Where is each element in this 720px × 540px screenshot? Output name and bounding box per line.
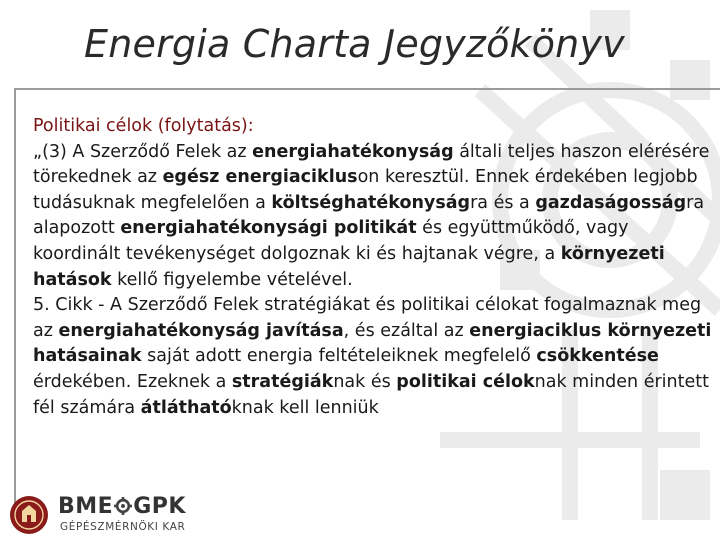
logo-wordmark (58, 494, 186, 519)
paragraph-text: saját adott energia feltételeiknek megfelelő (141, 346, 537, 367)
paragraph-1 (33, 140, 715, 294)
emphasized-term: gazdaságosság (535, 192, 687, 213)
paragraph-text: knak kell lenniük (231, 397, 379, 418)
paragraph-text: nak és (333, 371, 397, 392)
paragraph-text: ra és a (470, 192, 536, 213)
subheading: Politikai célok (folytatás): (33, 116, 254, 136)
paragraph-text: általi teljes haszon elérésére törekednek az (33, 141, 710, 188)
emphasized-term: energiahatékonyság (252, 141, 454, 162)
university-seal-icon (8, 494, 50, 536)
left-divider (14, 88, 16, 510)
paragraph-text: és együttműködő, vagy koordinált tevékenységet dolgoznak ki és hajtanak végre, a (33, 218, 629, 264)
emphasized-term: egész energiaciklus (162, 167, 358, 188)
paragraph-text: ra alapozott (33, 192, 705, 239)
paragraph-text: nak minden érintett fél számára (33, 371, 709, 418)
paragraph-text: kellő figyelembe vételével. (111, 269, 353, 290)
emphasized-term: energiaciklus környezeti hatásainak (33, 320, 712, 367)
gear-icon (114, 497, 132, 515)
slide-body (33, 114, 715, 421)
slide-title: Energia Charta Jegyzőkönyv (84, 22, 625, 66)
paragraph-text: on keresztül. Ennek érdekében legjobb tudásuknak megfelelően a (33, 167, 698, 213)
emphasized-term: költséghatékonyság (271, 192, 471, 213)
emphasized-term: politikai célok (396, 371, 535, 392)
emphasized-term: energiahatékonyság javítása (58, 320, 344, 341)
paragraph-text: , és ezáltal az (343, 320, 470, 341)
emphasized-term: környezeti hatások (33, 243, 665, 290)
logo-brand-right: GPK (133, 494, 186, 519)
logo-subtitle: GÉPÉSZMÉRNÖKI KAR (60, 521, 186, 533)
emphasized-term: energiahatékonysági politikát (120, 218, 417, 239)
paragraph-text: érdekében. Ezeknek a (33, 371, 232, 392)
emphasized-term: stratégiák (231, 371, 334, 392)
title-divider (14, 88, 720, 90)
paragraph-text: „(3) A Szerződő Felek az (33, 141, 253, 162)
logo-brand-left: BME (58, 494, 114, 519)
paragraph-2 (33, 293, 715, 421)
bme-gpk-logo (8, 494, 268, 538)
paragraph-text: 5. Cikk - A Szerződő Felek stratégiákat és politikai célokat fogalmaznak meg az (33, 295, 702, 341)
emphasized-term: átlátható (140, 397, 232, 418)
emphasized-term: csökkentése (536, 346, 659, 367)
